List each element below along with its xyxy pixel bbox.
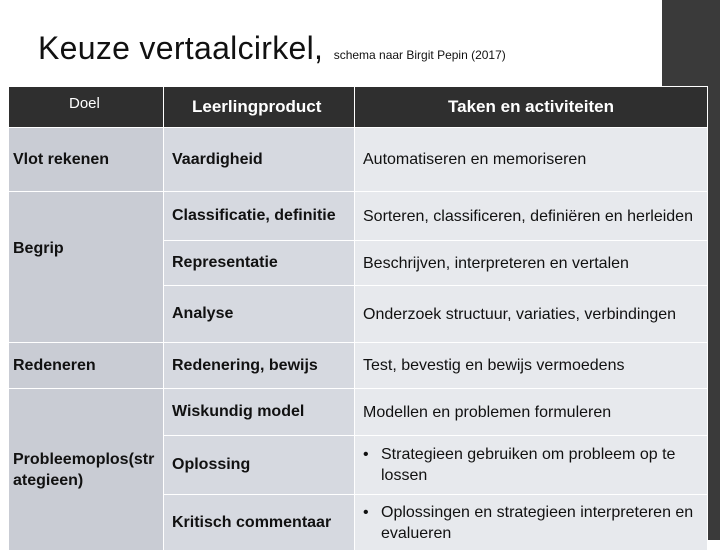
task-cell: Modellen en problemen formuleren <box>355 389 708 436</box>
goal-probleemoplossen <box>9 389 164 551</box>
product-cell: Analyse <box>164 286 355 343</box>
goal-begrip: Begrip <box>9 192 164 343</box>
header-row <box>9 87 708 128</box>
bullet-text: Oplossingen en strategieen interpreteren en evalueren <box>381 503 694 542</box>
task-cell: Automatiseren en memoriseren <box>355 128 708 192</box>
bullet-dot: • <box>363 446 369 463</box>
table-row <box>9 389 708 436</box>
product-cell: Vaardigheid <box>164 128 355 192</box>
bullet-text: Strategieen gebruiken om probleem op te lossen <box>381 446 676 484</box>
translation-circle-table <box>8 86 708 551</box>
task-cell: Test, bevestig en bewijs vermoedens <box>355 343 708 389</box>
header-leerlingproduct: Leerlingproduct <box>164 87 355 128</box>
task-cell: Onderzoek structuur, variaties, verbindingen <box>355 286 708 343</box>
goal-vlot-rekenen: Vlot rekenen <box>9 128 164 192</box>
bullet-item <box>363 502 697 544</box>
header-taken: Taken en activiteiten <box>355 87 708 128</box>
product-cell: Wiskundig model <box>164 389 355 436</box>
task-cell: Beschrijven, interpreteren en vertalen <box>355 241 708 286</box>
bullet-dot: • <box>363 503 369 521</box>
task-cell <box>355 495 708 551</box>
page-title <box>38 30 506 67</box>
product-cell: Classificatie, definitie <box>164 192 355 241</box>
task-cell <box>355 436 708 495</box>
task-cell: Sorteren, classificeren, definiëren en herleiden <box>355 192 708 241</box>
table-row <box>9 128 708 192</box>
goal-probleemoplossen-text: Probleemoplos(strategieen) <box>13 450 155 489</box>
table-row <box>9 192 708 241</box>
table-row <box>9 343 708 389</box>
product-cell: Representatie <box>164 241 355 286</box>
bullet-item <box>363 444 697 486</box>
title-subtitle: schema naar Birgit Pepin (2017) <box>333 48 506 62</box>
goal-redeneren: Redeneren <box>9 343 164 389</box>
product-cell: Oplossing <box>164 436 355 495</box>
product-cell: Kritisch commentaar <box>164 495 355 551</box>
header-doel: Doel <box>9 87 164 128</box>
title-main: Keuze vertaalcirkel, <box>38 30 324 66</box>
product-cell: Redenering, bewijs <box>164 343 355 389</box>
